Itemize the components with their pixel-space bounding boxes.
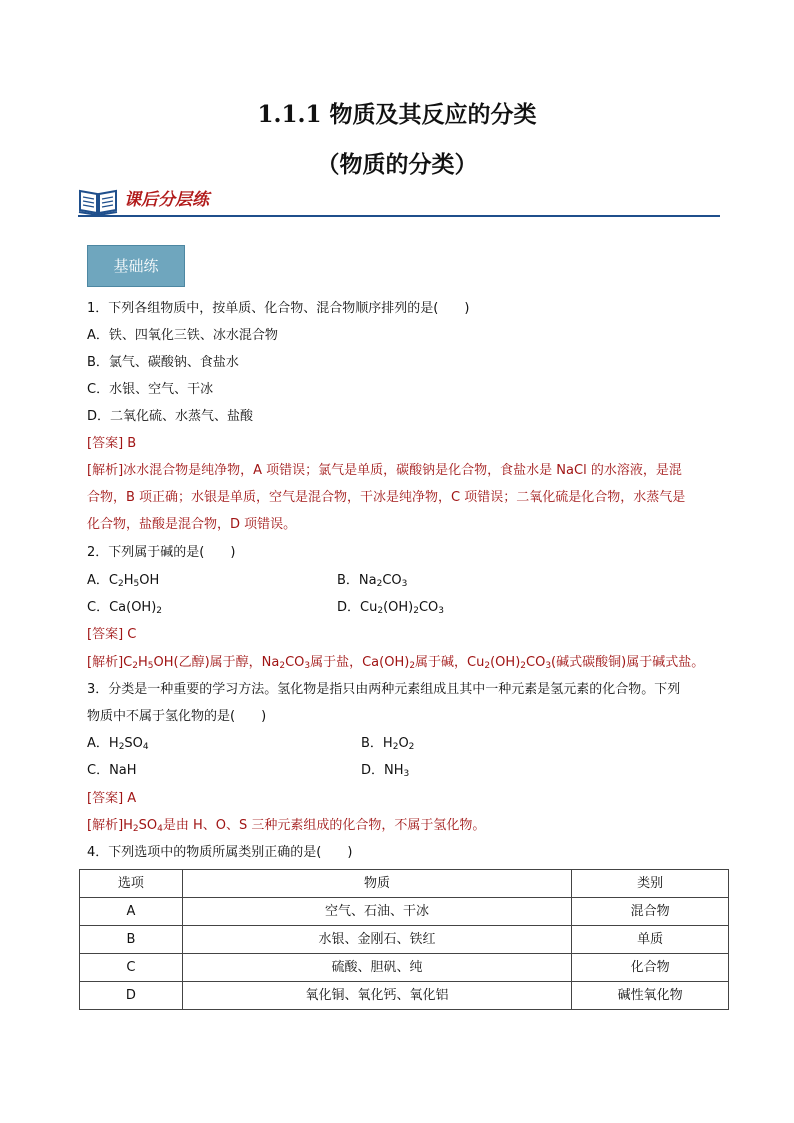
q3-stem-line: 3．分类是一种重要的学习方法。氢化物是指只由两种元素组成且其中一种元素是氢元素的化合物。下列 — [87, 682, 681, 697]
table-cell: 空气、石油、干冰 — [182, 898, 571, 926]
table-cell: 混合物 — [572, 898, 729, 926]
q1-option-a: A．铁、四氧化三铁、冰水混合物 — [87, 328, 278, 343]
q1-analysis-line: [解析]冰水混合物是纯净物，A 项错误；氯气是单质，碳酸钠是化合物，食盐水是 NaCl 的水溶液，是混 — [87, 463, 682, 478]
q3-option-b: B．$H_2O_2$ — [361, 736, 415, 752]
table-header-cell: 类别 — [572, 870, 729, 898]
open-book-icon — [78, 185, 118, 215]
table-row — [80, 926, 729, 954]
q1-option-b: B．氯气、碳酸钠、食盐水 — [87, 355, 239, 370]
q3-option-a: A．$H_2SO_4$ — [87, 736, 149, 752]
q2-analysis: [解析]$C_2H_5OH$(乙醇)属于醇，$Na_2CO_3$属于盐，$Ca(OH)_2$属于碱，$Cu_2(OH)_2CO_3$(碱式碳酸铜)属于碱式盐。 — [87, 655, 705, 671]
table-row — [80, 982, 729, 1010]
q1-stem: 1．下列各组物质中，按单质、化合物、混合物顺序排列的是( ) — [87, 301, 470, 316]
table-header-row — [80, 870, 729, 898]
q3-option-c: C．NaH — [87, 763, 137, 778]
table-cell: 单质 — [572, 926, 729, 954]
q1-option-c: C．水银、空气、干冰 — [87, 382, 214, 397]
q3-option-d: D．$NH_3$ — [361, 763, 410, 779]
table-header-cell: 选项 — [80, 870, 183, 898]
title-line-2: （物质的分类） — [316, 151, 478, 178]
q1-analysis-line: 合物，B 项正确；水银是单质，空气是混合物，干冰是纯净物，C 项错误；二氧化硫是化合物，水蒸气是 — [87, 490, 686, 505]
table-cell: 硫酸、胆矾、纯 — [182, 954, 571, 982]
section-label: 课后分层练 — [124, 190, 209, 210]
q1-analysis-line: 化合物，盐酸是混合物，D 项错误。 — [87, 517, 297, 532]
table-cell: 水银、金刚石、铁红 — [182, 926, 571, 954]
table-cell: 碱性氧化物 — [572, 982, 729, 1010]
table-header-cell: 物质 — [182, 870, 571, 898]
table-cell: 氧化铜、氧化钙、氧化铝 — [182, 982, 571, 1010]
q2-answer: [答案] C — [87, 627, 137, 642]
q2-option-d: D．$Cu_2(OH)_2CO_3$ — [337, 600, 445, 616]
q4-stem: 4．下列选项中的物质所属类别正确的是( ) — [87, 845, 353, 860]
q2-option-b: B．$Na_2CO_3$ — [337, 573, 408, 589]
table-cell: C — [80, 954, 183, 982]
table-cell: A — [80, 898, 183, 926]
table-cell: D — [80, 982, 183, 1010]
table-row — [80, 898, 729, 926]
q3-answer: [答案] A — [87, 791, 137, 806]
q2-option-c: C．$Ca(OH)_2$ — [87, 600, 163, 616]
q1-option-d: D．二氧化硫、水蒸气、盐酸 — [87, 409, 254, 424]
table-cell: B — [80, 926, 183, 954]
q1-answer: [答案] B — [87, 436, 137, 451]
q2-stem: 2．下列属于碱的是( ) — [87, 545, 236, 560]
section-header — [78, 183, 720, 217]
q3-stem-line: 物质中不属于氢化物的是( ) — [87, 709, 267, 724]
section-divider — [78, 215, 720, 217]
table-cell: 化合物 — [572, 954, 729, 982]
q2-option-a: A．$C_2H_5OH$ — [87, 573, 160, 589]
level-tag: 基础练 — [87, 245, 185, 287]
table-row — [80, 954, 729, 982]
q4-table — [79, 869, 729, 1010]
title-line-1: 1.1.1 物质及其反应的分类 — [257, 101, 537, 128]
q3-analysis: [解析]$H_2SO_4$是由 H、O、S 三种元素组成的化合物，不属于氢化物。 — [87, 818, 486, 834]
